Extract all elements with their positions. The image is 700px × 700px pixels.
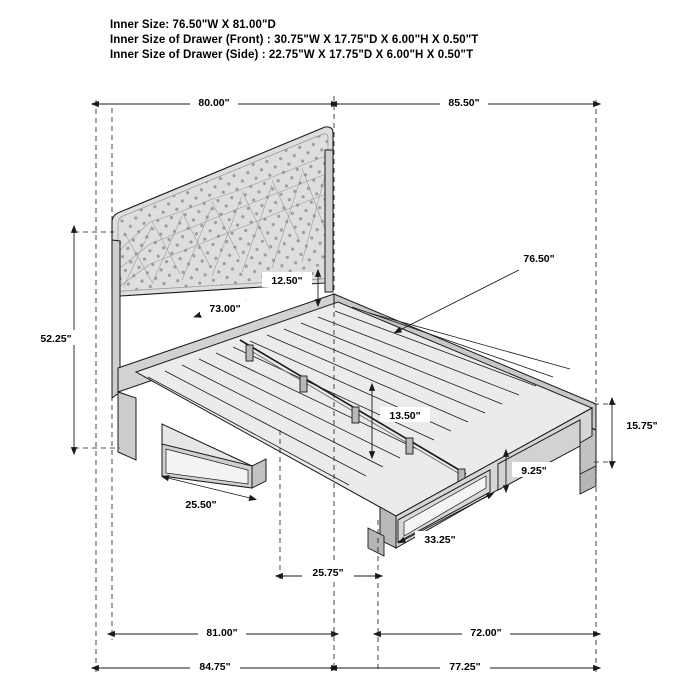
spec-line-inner-size: Inner Size: 76.50"W X 81.00"D bbox=[110, 19, 276, 31]
label-headboard-height: 52.25" bbox=[40, 333, 72, 345]
label-footer-right-width: 77.25" bbox=[449, 661, 481, 673]
label-top-left-width: 80.00" bbox=[198, 97, 230, 109]
label-bottom-right-width: 72.00" bbox=[470, 627, 502, 639]
label-rail-to-headboard: 12.50" bbox=[271, 275, 303, 287]
label-drawer-height: 9.25" bbox=[521, 465, 547, 477]
label-mattress-depth: 76.50" bbox=[523, 253, 555, 265]
spec-line-drawer-front: Inner Size of Drawer (Front) : 30.75"W X 17.75"D X 6.00"H X 0.50"T bbox=[110, 34, 479, 46]
label-bottom-left-width: 81.00" bbox=[206, 627, 238, 639]
label-headboard-inner-width: 73.00" bbox=[209, 303, 241, 315]
spec-line-drawer-side: Inner Size of Drawer (Side) : 22.75"W X 17.75"D X 6.00"H X 0.50"T bbox=[110, 49, 474, 61]
bed-illustration bbox=[112, 127, 596, 556]
label-top-right-width: 85.50" bbox=[448, 97, 480, 109]
label-side-drawer-width: 25.50" bbox=[185, 499, 217, 511]
headboard bbox=[112, 127, 333, 296]
label-deck-height: 15.75" bbox=[626, 420, 658, 432]
label-slat-height: 13.50" bbox=[389, 410, 421, 422]
label-footer-left-width: 84.75" bbox=[199, 661, 231, 673]
label-leg-offset: 25.75" bbox=[312, 567, 344, 579]
label-front-drawer-width: 33.25" bbox=[424, 534, 456, 546]
dim-76-50-leader bbox=[400, 270, 519, 330]
slat-deck bbox=[136, 302, 592, 516]
